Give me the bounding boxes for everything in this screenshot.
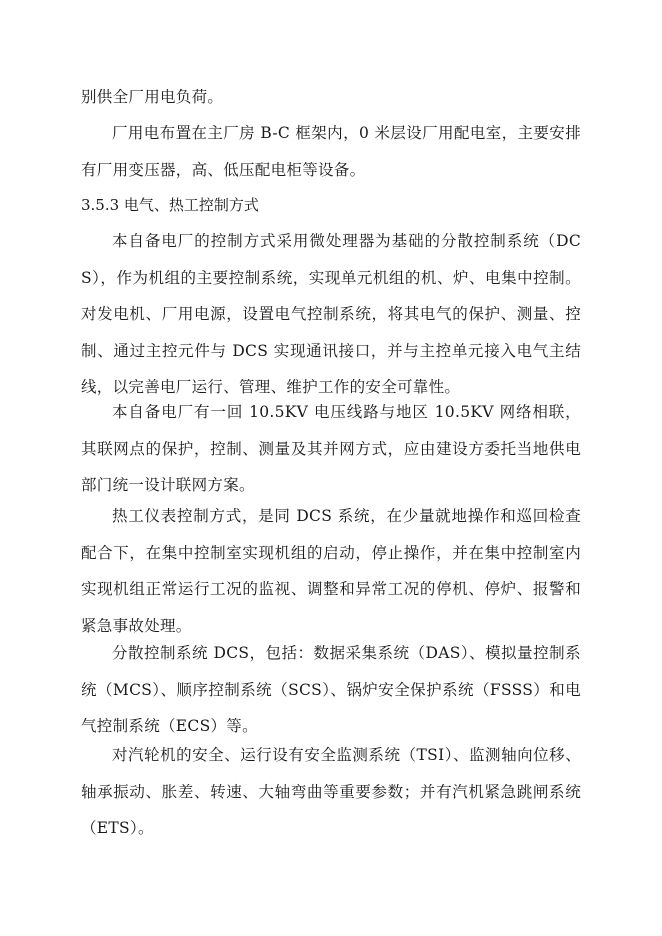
paragraph-control-mode: 本自备电厂的控制方式采用微处理器为基础的分散控制系统（DCS），作为机组的主要控制系统，实现单元机组的机、炉、电集中控制。对发电机、厂用电源，设置电气控制系统，将其电气的保护、测量、控制、通过主控元件与 DCS 实现通讯接口，并与主控单元接入电气主结线，以完善电厂运行、管理、维护工作的安全可靠性。 xyxy=(81,232,581,396)
paragraph-turbine-safety: 对汽轮机的安全、运行设有安全监测系统（TSI）、监测轴向位移、轴承振动、胀差、转速、大轴弯曲等重要参数；并有汽机紧急跳闸系统（ETS）。 xyxy=(81,746,581,837)
paragraph-dcs-systems: 分散控制系统 DCS，包括：数据采集系统（DAS）、模拟量控制系统（MCS）、顺序控制系统（SCS）、锅炉安全保护系统（FSSS）和电气控制系统（ECS）等。 xyxy=(81,644,581,735)
paragraph-continuation: 别供全厂用电负荷。 xyxy=(81,88,224,106)
paragraph-grid-connection: 本自备电厂有一回 10.5KV 电压线路与地区 10.5KV 网络相联，其联网点的保护，控制、测量及其并网方式，应由建设方委托当地供电部门统一设计联网方案。 xyxy=(81,403,581,494)
section-heading: 3.5.3 电气、热工控制方式 xyxy=(81,196,259,214)
paragraph-power-layout: 厂用电布置在主厂房 B-C 框架内，0 米层设厂用配电室，主要安排有厂用变压器，高、低压配电柜等设备。 xyxy=(81,124,581,179)
paragraph-thermal-control: 热工仪表控制方式，是同 DCS 系统，在少量就地操作和巡回检查配合下，在集中控制室实现机组的启动，停止操作，并在集中控制室内实现机组正常运行工况的监视、调整和异常工况的停机、停炉、报警和紧急事故处理。 xyxy=(81,507,581,635)
